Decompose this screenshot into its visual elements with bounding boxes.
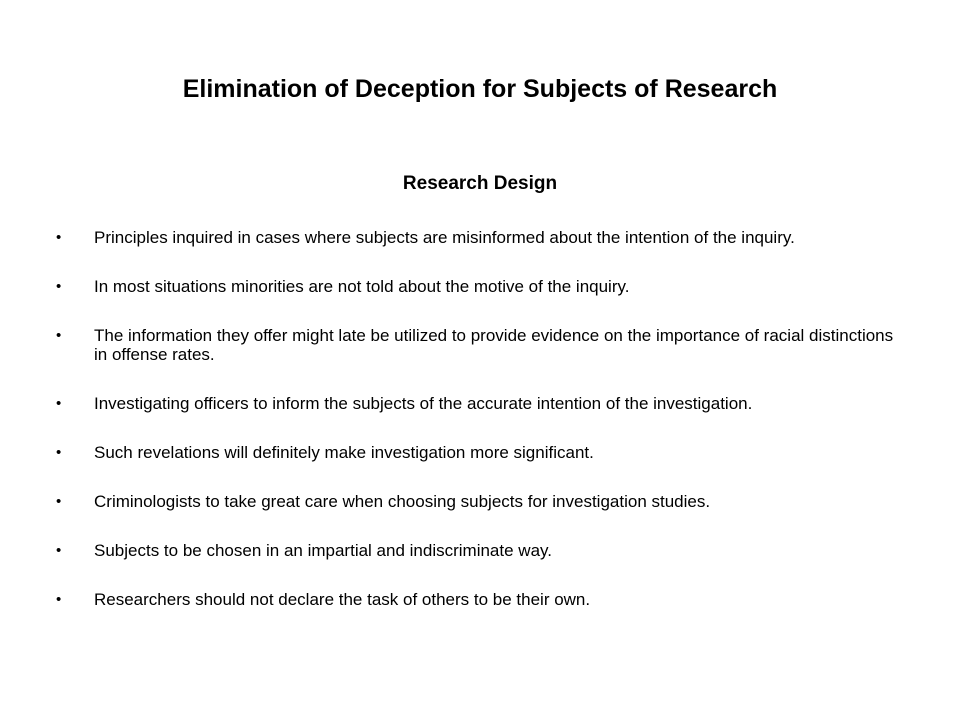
bullet-text: Subjects to be chosen in an impartial and indiscriminate way. bbox=[94, 541, 552, 560]
bullet-icon: • bbox=[56, 395, 62, 412]
bullet-icon: • bbox=[56, 278, 62, 295]
slide-title: Elimination of Deception for Subjects of Research bbox=[182, 75, 778, 103]
bullet-text: Investigating officers to inform the subjects of the accurate intention of the investigation. bbox=[94, 394, 753, 413]
bullet-item bbox=[56, 492, 906, 511]
bullet-icon: • bbox=[56, 591, 62, 608]
bullet-icon: • bbox=[56, 229, 62, 246]
bullet-text: The information they offer might late be utilized to provide evidence on the importance of racial distinctions in offense rates. bbox=[94, 326, 894, 364]
bullet-list bbox=[56, 228, 906, 639]
bullet-text: Researchers should not declare the task of others to be their own. bbox=[94, 590, 591, 609]
bullet-item bbox=[56, 590, 906, 609]
bullet-item bbox=[56, 541, 906, 560]
bullet-icon: • bbox=[56, 542, 62, 559]
bullet-icon: • bbox=[56, 444, 62, 461]
bullet-item bbox=[56, 394, 906, 413]
bullet-text: Such revelations will definitely make investigation more significant. bbox=[94, 443, 594, 462]
bullet-icon: • bbox=[56, 327, 62, 344]
bullet-item bbox=[56, 326, 906, 364]
bullet-text: Criminologists to take great care when choosing subjects for investigation studies. bbox=[94, 492, 711, 511]
bullet-icon: • bbox=[56, 493, 62, 510]
bullet-item bbox=[56, 443, 906, 462]
bullet-text: Principles inquired in cases where subjects are misinformed about the intention of the inquiry. bbox=[94, 228, 795, 247]
bullet-item bbox=[56, 228, 906, 247]
section-heading: Research Design bbox=[402, 173, 558, 194]
bullet-text: In most situations minorities are not told about the motive of the inquiry. bbox=[94, 277, 630, 296]
bullet-item bbox=[56, 277, 906, 296]
